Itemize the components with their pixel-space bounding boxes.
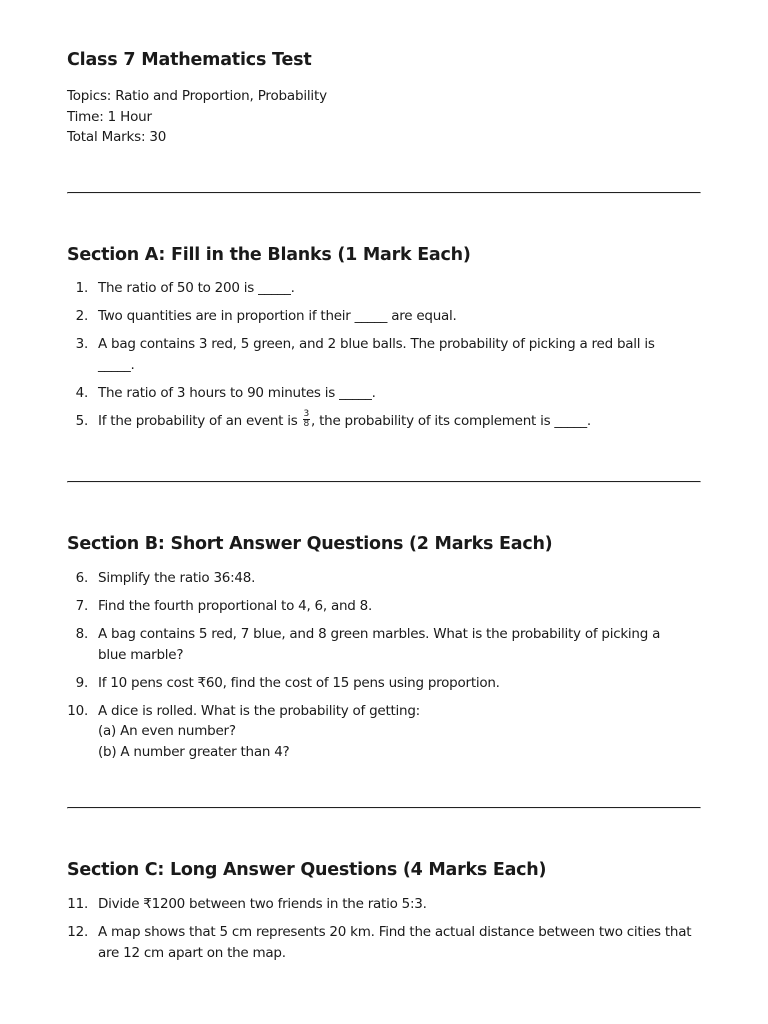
topics-line: Topics: Ratio and Proportion, Probability [67, 88, 327, 104]
section-c-heading: Section C: Long Answer Questions (4 Marks Each) [67, 860, 547, 880]
question-text [98, 411, 707, 432]
question-number: 5. [75, 412, 88, 429]
question-text: The ratio of 50 to 200 is _____. [98, 280, 295, 296]
section-b-questions [67, 568, 707, 762]
section-c-questions [67, 894, 707, 963]
question-item [67, 673, 707, 694]
question-item [67, 306, 707, 327]
question-item [67, 568, 707, 589]
question-number: 10. [67, 702, 88, 719]
question-subpart-b: (b) A number greater than 4? [98, 743, 290, 760]
question-number: 9. [75, 674, 88, 691]
question-text: The ratio of 3 hours to 90 minutes is _____. [98, 384, 376, 401]
question-number: 8. [75, 626, 88, 642]
question-number: 2. [75, 308, 88, 324]
question-item [67, 278, 707, 299]
page-title: Class 7 Mathematics Test [67, 50, 312, 70]
divider [67, 807, 701, 809]
question-text: Divide ₹1200 between two friends in the ratio 5:3. [98, 896, 427, 912]
divider [67, 192, 701, 194]
question-text-continued: blue marble? [98, 646, 184, 663]
question-number: 4. [75, 384, 88, 401]
question-text: A dice is rolled. What is the probability of getting: [98, 702, 420, 719]
question-text: Simplify the ratio 36:48. [98, 570, 256, 586]
question-item [67, 383, 707, 404]
question-text-before-fraction: If the probability of an event is [98, 412, 302, 429]
question-number: 12. [67, 924, 88, 940]
total-marks-line: Total Marks: 30 [67, 129, 167, 145]
question-number: 1. [75, 280, 88, 296]
fraction-denominator: 8 [303, 419, 310, 429]
divider [67, 481, 701, 483]
section-b-heading: Section B: Short Answer Questions (2 Marks Each) [67, 534, 553, 554]
question-number: 3. [75, 336, 88, 352]
question-item [67, 596, 707, 617]
question-number: 7. [75, 598, 88, 614]
time-line: Time: 1 Hour [67, 108, 152, 125]
question-item [67, 624, 707, 665]
section-a-questions [67, 278, 707, 431]
question-text: Two quantities are in proportion if their _____ are equal. [98, 308, 457, 324]
test-meta [67, 86, 327, 148]
fraction-numerator: 3 [303, 409, 310, 419]
question-item [67, 411, 707, 432]
section-a-heading: Section A: Fill in the Blanks (1 Mark Each) [67, 245, 471, 265]
question-text: A bag contains 5 red, 7 blue, and 8 green marbles. What is the probability of picking a [98, 626, 661, 642]
question-text: Find the fourth proportional to 4, 6, and 8. [98, 598, 373, 614]
question-text: A bag contains 3 red, 5 green, and 2 blue balls. The probability of picking a red ball is [98, 336, 655, 352]
question-item [67, 334, 707, 375]
question-text: A map shows that 5 cm represents 20 km. Find the actual distance between two cities that [98, 924, 692, 940]
question-number: 6. [75, 570, 88, 586]
question-text-continued: _____. [98, 356, 135, 373]
question-item [67, 922, 707, 963]
question-text-continued: are 12 cm apart on the map. [98, 944, 286, 961]
question-item [67, 894, 707, 915]
fraction [303, 410, 310, 429]
question-number: 11. [67, 896, 88, 912]
question-text-after-fraction: , the probability of its complement is _____. [311, 412, 591, 429]
question-item [67, 701, 707, 763]
question-text: If 10 pens cost ₹60, find the cost of 15 pens using proportion. [98, 674, 500, 691]
question-subpart-a: (a) An even number? [98, 723, 236, 739]
